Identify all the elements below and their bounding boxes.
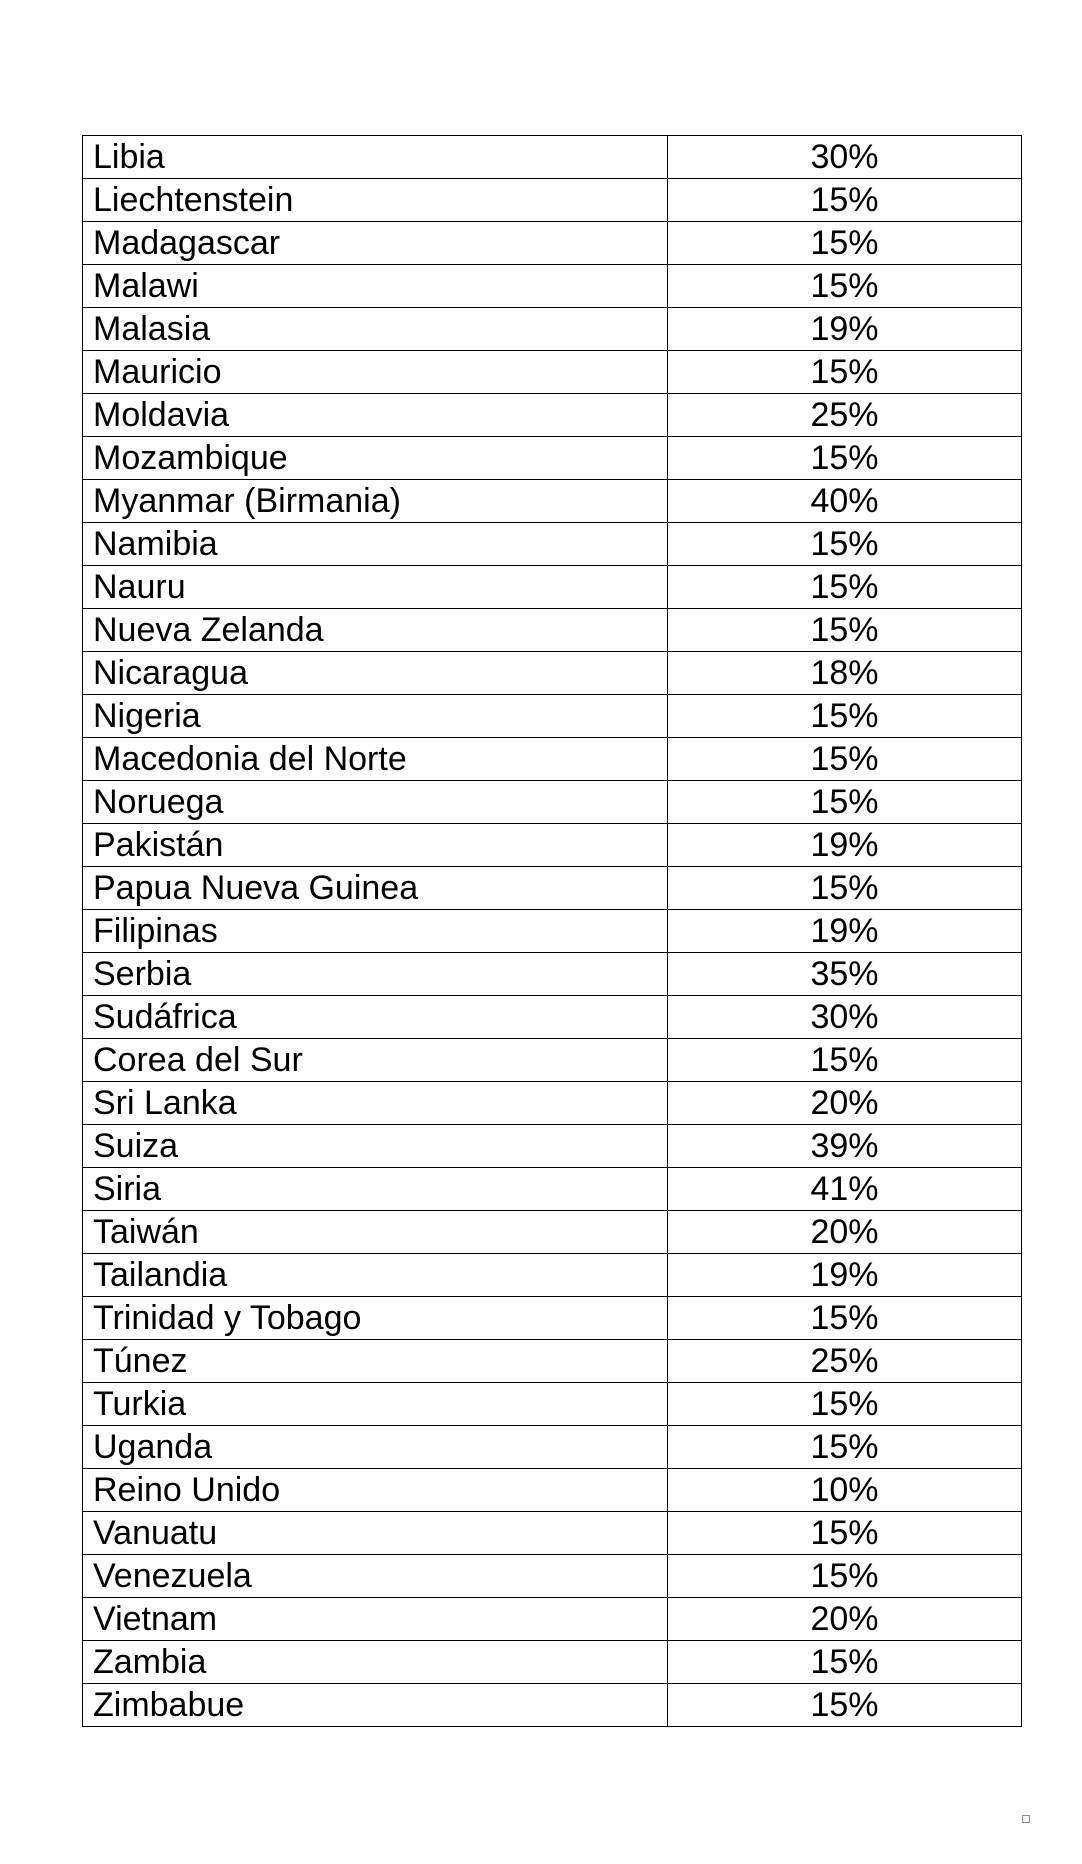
- table-row: [83, 1469, 1022, 1512]
- rate-cell[interactable]: 15%: [668, 437, 1022, 480]
- rate-cell[interactable]: 19%: [668, 824, 1022, 867]
- country-cell[interactable]: Taiwán: [83, 1211, 668, 1254]
- country-cell[interactable]: Trinidad y Tobago: [83, 1297, 668, 1340]
- rate-cell[interactable]: 15%: [668, 738, 1022, 781]
- table-row: [83, 910, 1022, 953]
- country-cell[interactable]: Turkia: [83, 1383, 668, 1426]
- table-row: [83, 1082, 1022, 1125]
- country-rate-table: [82, 135, 1022, 1727]
- table-row: [83, 1383, 1022, 1426]
- table-row: [83, 1254, 1022, 1297]
- rate-cell[interactable]: 15%: [668, 566, 1022, 609]
- table-row: [83, 1512, 1022, 1555]
- rate-cell[interactable]: 15%: [668, 609, 1022, 652]
- country-cell[interactable]: Vietnam: [83, 1598, 668, 1641]
- country-cell[interactable]: Siria: [83, 1168, 668, 1211]
- rate-cell[interactable]: 20%: [668, 1082, 1022, 1125]
- rate-cell[interactable]: 15%: [668, 781, 1022, 824]
- country-cell[interactable]: Macedonia del Norte: [83, 738, 668, 781]
- country-cell[interactable]: Nueva Zelanda: [83, 609, 668, 652]
- table-row: [83, 222, 1022, 265]
- table-row: [83, 394, 1022, 437]
- table-row: [83, 953, 1022, 996]
- table-row: [83, 1039, 1022, 1082]
- table-row: [83, 1168, 1022, 1211]
- rate-cell[interactable]: 20%: [668, 1211, 1022, 1254]
- rate-cell[interactable]: 30%: [668, 136, 1022, 179]
- country-cell[interactable]: Zimbabue: [83, 1684, 668, 1727]
- country-cell[interactable]: Namibia: [83, 523, 668, 566]
- table-row: [83, 566, 1022, 609]
- table-body: [83, 136, 1022, 1727]
- table-row: [83, 1598, 1022, 1641]
- rate-cell[interactable]: 25%: [668, 394, 1022, 437]
- table-row: [83, 609, 1022, 652]
- table-row: [83, 1340, 1022, 1383]
- table-resize-handle[interactable]: [1022, 1815, 1030, 1823]
- rate-cell[interactable]: 40%: [668, 480, 1022, 523]
- rate-cell[interactable]: 41%: [668, 1168, 1022, 1211]
- rate-cell[interactable]: 15%: [668, 265, 1022, 308]
- table-row: [83, 781, 1022, 824]
- rate-cell[interactable]: 18%: [668, 652, 1022, 695]
- country-cell[interactable]: Zambia: [83, 1641, 668, 1684]
- rate-cell[interactable]: 19%: [668, 910, 1022, 953]
- rate-cell[interactable]: 15%: [668, 1641, 1022, 1684]
- country-cell[interactable]: Liechtenstein: [83, 179, 668, 222]
- country-cell[interactable]: Noruega: [83, 781, 668, 824]
- country-cell[interactable]: Serbia: [83, 953, 668, 996]
- rate-cell[interactable]: 15%: [668, 1383, 1022, 1426]
- rate-cell[interactable]: 15%: [668, 867, 1022, 910]
- table-row: [83, 136, 1022, 179]
- country-cell[interactable]: Papua Nueva Guinea: [83, 867, 668, 910]
- rate-cell[interactable]: 19%: [668, 1254, 1022, 1297]
- table-row: [83, 523, 1022, 566]
- table-row: [83, 652, 1022, 695]
- table-row: [83, 695, 1022, 738]
- rate-cell[interactable]: 30%: [668, 996, 1022, 1039]
- table-row: [83, 1555, 1022, 1598]
- rate-cell[interactable]: 19%: [668, 308, 1022, 351]
- table-row: [83, 867, 1022, 910]
- table-row: [83, 996, 1022, 1039]
- rate-cell[interactable]: 15%: [668, 1555, 1022, 1598]
- table-row: [83, 480, 1022, 523]
- table-row: [83, 265, 1022, 308]
- table-row: [83, 351, 1022, 394]
- country-cell[interactable]: Uganda: [83, 1426, 668, 1469]
- rate-cell[interactable]: 20%: [668, 1598, 1022, 1641]
- country-cell[interactable]: Moldavia: [83, 394, 668, 437]
- rate-cell[interactable]: 15%: [668, 695, 1022, 738]
- rate-cell[interactable]: 15%: [668, 1039, 1022, 1082]
- country-cell[interactable]: Libia: [83, 136, 668, 179]
- table-row: [83, 1426, 1022, 1469]
- rate-cell[interactable]: 25%: [668, 1340, 1022, 1383]
- rate-cell[interactable]: 15%: [668, 179, 1022, 222]
- rate-cell[interactable]: 39%: [668, 1125, 1022, 1168]
- rate-cell[interactable]: 10%: [668, 1469, 1022, 1512]
- table-row: [83, 179, 1022, 222]
- country-cell[interactable]: Malawi: [83, 265, 668, 308]
- country-cell[interactable]: Corea del Sur: [83, 1039, 668, 1082]
- country-cell[interactable]: Sudáfrica: [83, 996, 668, 1039]
- country-cell[interactable]: Venezuela: [83, 1555, 668, 1598]
- country-cell[interactable]: Madagascar: [83, 222, 668, 265]
- rate-cell[interactable]: 15%: [668, 1297, 1022, 1340]
- country-cell[interactable]: Reino Unido: [83, 1469, 668, 1512]
- country-cell[interactable]: Filipinas: [83, 910, 668, 953]
- table-row: [83, 824, 1022, 867]
- table-row: [83, 308, 1022, 351]
- country-cell[interactable]: Suiza: [83, 1125, 668, 1168]
- table-row: [83, 1125, 1022, 1168]
- country-cell[interactable]: Myanmar (Birmania): [83, 480, 668, 523]
- country-cell[interactable]: Mauricio: [83, 351, 668, 394]
- country-cell[interactable]: Pakistán: [83, 824, 668, 867]
- rate-cell[interactable]: 15%: [668, 523, 1022, 566]
- table-row: [83, 1297, 1022, 1340]
- country-cell[interactable]: Sri Lanka: [83, 1082, 668, 1125]
- table-row: [83, 1641, 1022, 1684]
- country-cell[interactable]: Malasia: [83, 308, 668, 351]
- rate-cell[interactable]: 15%: [668, 1426, 1022, 1469]
- country-cell[interactable]: Mozambique: [83, 437, 668, 480]
- rate-cell[interactable]: 15%: [668, 1512, 1022, 1555]
- rate-cell[interactable]: 15%: [668, 1684, 1022, 1727]
- table-row: [83, 437, 1022, 480]
- country-cell[interactable]: Tailandia: [83, 1254, 668, 1297]
- country-cell[interactable]: Nigeria: [83, 695, 668, 738]
- country-cell[interactable]: Vanuatu: [83, 1512, 668, 1555]
- table-row: [83, 738, 1022, 781]
- table-row: [83, 1211, 1022, 1254]
- rate-cell[interactable]: 15%: [668, 351, 1022, 394]
- table-row: [83, 1684, 1022, 1727]
- country-cell[interactable]: Nicaragua: [83, 652, 668, 695]
- rate-cell[interactable]: 15%: [668, 222, 1022, 265]
- rate-cell[interactable]: 35%: [668, 953, 1022, 996]
- country-cell[interactable]: Túnez: [83, 1340, 668, 1383]
- country-cell[interactable]: Nauru: [83, 566, 668, 609]
